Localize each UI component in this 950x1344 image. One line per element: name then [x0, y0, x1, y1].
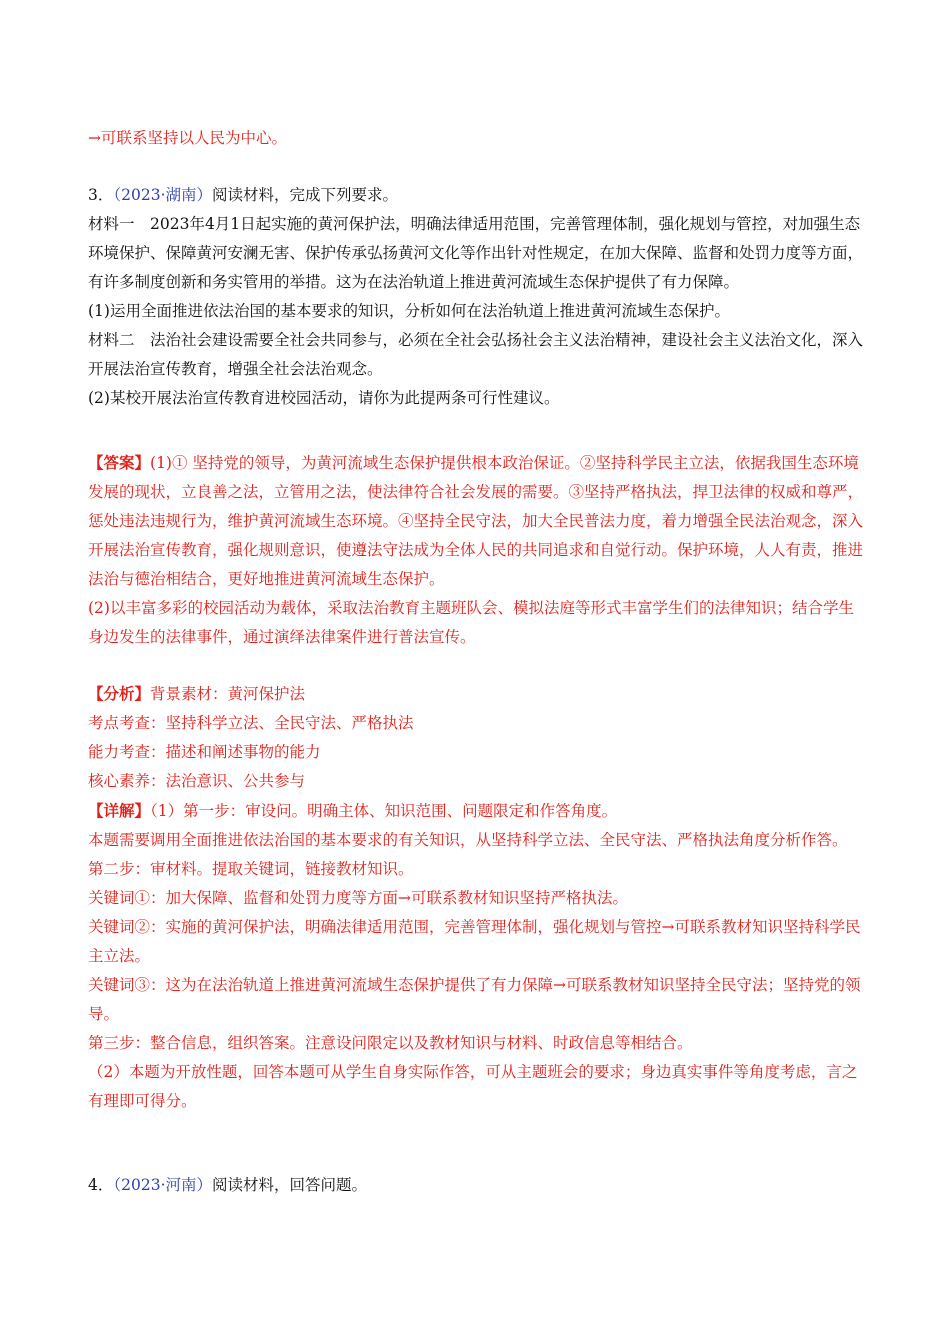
- question-prompt: 阅读材料，回答问题。: [212, 1176, 368, 1194]
- question-4-header: 4．（2023·河南）阅读材料，回答问题。: [88, 1176, 368, 1194]
- question-prompt: 阅读材料，完成下列要求。: [212, 186, 399, 204]
- question-3: [88, 181, 863, 413]
- question-4: [88, 1171, 863, 1200]
- material-2: 材料二 法治社会建设需要全社会共同参与，必须在全社会弘扬社会主义法治精神，建设社会主义法治文化，深入开展法治宣传教育，增强全社会法治观念。: [88, 331, 864, 378]
- detail-part-2: （2）本题为开放性题，回答本题可从学生自身实际作答，可从主题班会的要求；身边真实事件等角度考虑，言之有理即可得分。: [88, 1063, 858, 1110]
- answer-part-2: (2)以丰富多彩的校园活动为载体，采取法治教育主题班队会、模拟法庭等形式丰富学生们的法律知识；结合学生身边发生的法律事件，通过演绎法律案件进行普法宣传。: [88, 599, 854, 646]
- keyword-2: 关键词②：实施的黄河保护法，明确法律适用范围，完善管理体制，强化规划与管控→可联系教材知识坚持科学民主立法。: [88, 918, 861, 965]
- answer-section: [88, 448, 863, 652]
- analysis-literacy: 核心素养：法治意识、公共参与: [88, 772, 306, 790]
- question-part-1: (1)运用全面推进依法治国的基本要求的知识，分析如何在法治轨道上推进黄河流域生态保护。: [88, 302, 730, 320]
- detail-step-3: 第三步：整合信息，组织答案。注意设问限定以及教材知识与材料、时政信息等相结合。: [88, 1034, 693, 1052]
- analysis-ability: 能力考查：描述和阐述事物的能力: [88, 743, 321, 761]
- analysis-tag: 【分析】: [88, 684, 151, 703]
- question-number: 3．: [88, 186, 114, 204]
- analysis-section: [88, 679, 863, 1116]
- answer-part-1: 【答案】(1)① 坚持党的领导，为黄河流域生态保护提供根本政治保证。②坚持科学民主立法，依据我国生态环境发展的现状，立良善之法，立管用之法，使法律符合社会发展的需要。③坚持严格执法，捍卫法律的权威和尊严，惩处违法违规行为，维护黄河流域生态环境。④坚持全民守法，加大全民普法力度，着力增强全民法治观念，深入开展法治宣传教育，强化规则意识，使遵法守法成为全体人民的共同追求和自觉行动。保护环境，人人有责，推进法治与德治相结合，更好地推进黄河流域生态保护。: [88, 453, 864, 588]
- detail-step-1: 【详解】（1）第一步：审设问。明确主体、知识范围、问题限定和作答角度。: [88, 801, 618, 820]
- detail-tag: 【详解】: [88, 801, 151, 820]
- question-source: 2023·河南: [121, 1176, 197, 1194]
- answer-tag: 【答案】: [88, 453, 151, 472]
- analysis-points: 考点考查：坚持科学立法、全民守法、严格执法: [88, 714, 414, 732]
- question-part-2: (2)某校开展法治宣传教育进校园活动，请你为此提两条可行性建议。: [88, 389, 560, 407]
- analysis-background: 【分析】背景素材：黄河保护法: [88, 684, 306, 703]
- keyword-3: 关键词③：这为在法治轨道上推进黄河流域生态保护提供了有力保障→可联系教材知识坚持全民守法；坚持党的领导。: [88, 976, 861, 1023]
- question-source: 2023·湖南: [121, 186, 197, 204]
- previous-answer-tail: →可联系坚持以人民为中心。: [88, 129, 287, 147]
- detail-paragraph-1: 本题需要调用全面推进依法治国的基本要求的有关知识，从坚持科学立法、全民守法、严格执法角度分析作答。: [88, 831, 848, 849]
- material-1: 材料一 2023年4月1日起实施的黄河保护法，明确法律适用范围，完善管理体制，强化规划与管控，对加强生态环境保护、保障黄河安澜无害、保护传承弘扬黄河文化等作出针对性规定，在加大保障、监督和处罚力度等方面，有许多制度创新和务实管用的举措。这为在法治轨道上推进黄河流域生态保护提供了有力保障。: [88, 215, 864, 291]
- question-number: 4．: [88, 1176, 114, 1194]
- keyword-1: 关键词①：加大保障、监督和处罚力度等方面→可联系教材知识坚持严格执法。: [88, 889, 628, 907]
- detail-step-2: 第二步：审材料。提取关键词，链接教材知识。: [88, 860, 414, 878]
- question-3-header: 3．（2023·湖南）阅读材料，完成下列要求。: [88, 186, 399, 204]
